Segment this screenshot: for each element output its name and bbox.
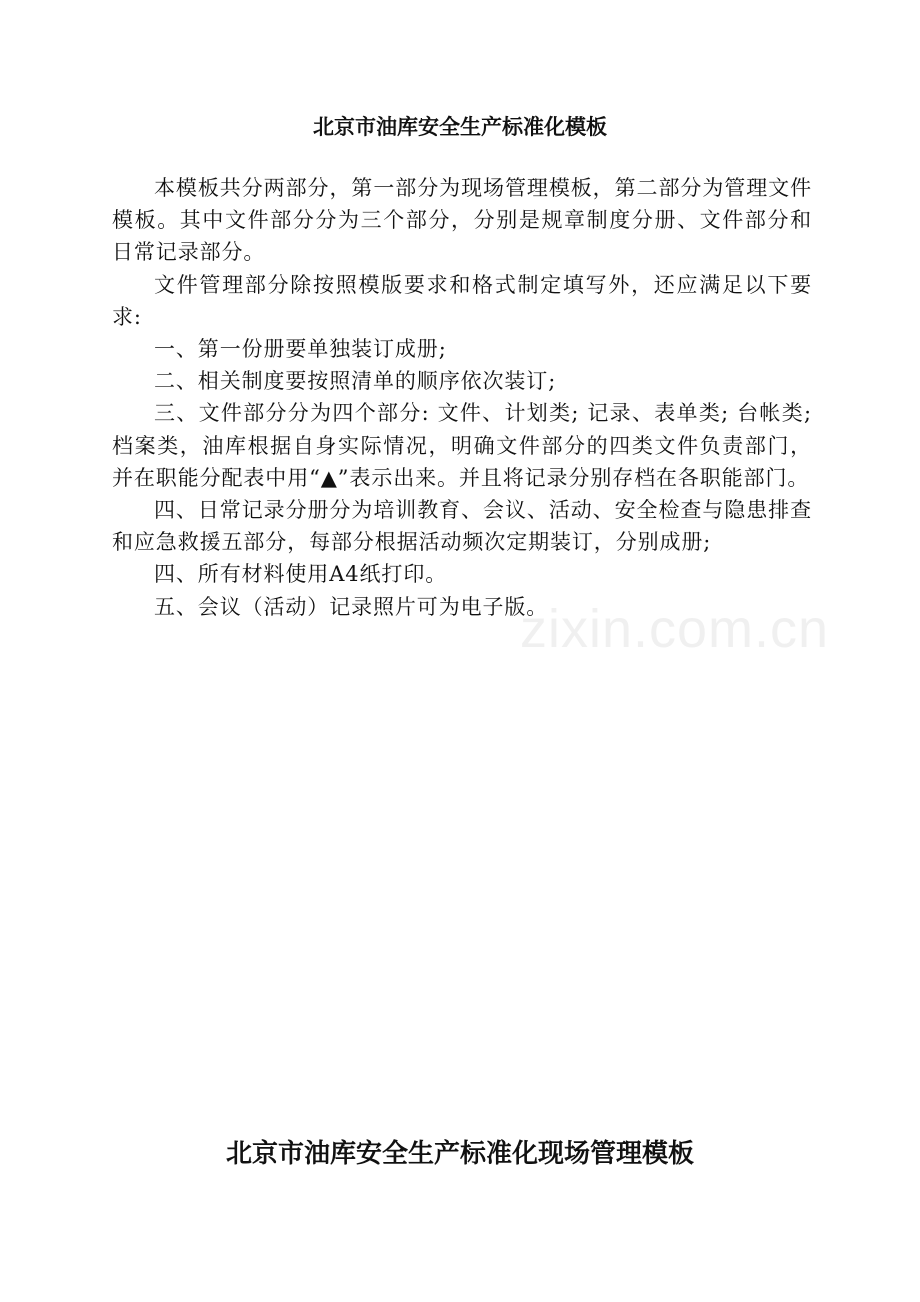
requirement-item-2: 二、相关制度要按照清单的顺序依次装订; [154,369,557,394]
requirement-item-1: 一、第一份册要单独装订成册; [154,337,447,362]
paragraph-intro: 本模板共分两部分，第一部分为现场管理模板，第二部分为管理文件模板。其中文件部分分为三个部分，分别是规章制度分册、文件部分和日常记录部分。 [112,176,812,265]
requirement-item-3: 三、文件部分分为四个部分: 文件、计划类; 记录、表单类; 台帐类; 档案类，油库根据自身实际情况，明确文件部分的四类文件负责部门，并在职能分配表中用“▲”表示出来。并且将记录分别存档在各职能部门。 [112,401,812,490]
section-title: 北京市油库安全生产标准化现场管理模板 [225,1139,694,1169]
requirement-item-6: 五、会议（活动）记录照片可为电子版。 [154,594,549,619]
watermark: zixin.com.cn [520,599,830,659]
requirement-item-5: 四、所有材料使用A4纸打印。 [154,562,448,587]
paragraph-requirements-intro: 文件管理部分除按照模版要求和格式制定填写外，还应满足以下要求: [112,272,812,329]
document-body [112,172,812,623]
requirement-item-4: 四、日常记录分册分为培训教育、会议、活动、安全检查与隐患排查和应急救援五部分，每部分根据活动频次定期装订，分别成册; [112,498,812,555]
document-title: 北京市油库安全生产标准化模板 [313,115,607,139]
